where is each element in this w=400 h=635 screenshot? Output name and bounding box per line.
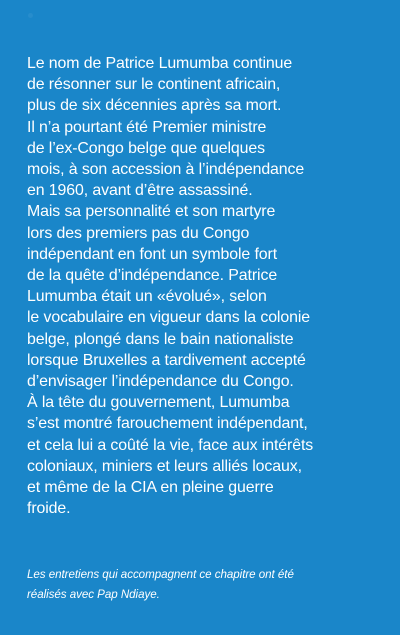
article-line: Mais sa personnalité et son martyre — [27, 203, 276, 221]
article-line: Il n’a pourtant été Premier ministre — [27, 118, 267, 136]
article-line: coloniaux, miniers et leurs alliés locaux, — [27, 457, 302, 475]
article-line: de la quête d’indépendance. Patrice — [27, 267, 278, 285]
interview-credit — [27, 565, 294, 605]
article-line: et cela lui a coûté la vie, face aux intérêts — [27, 436, 314, 454]
corner-mark — [28, 13, 33, 18]
article-line: s’est montré farouchement indépendant, — [27, 415, 308, 433]
article-line: en 1960, avant d’être assassiné. — [27, 182, 253, 200]
article-line: d’envisager l’indépendance du Congo. — [27, 373, 294, 391]
article-line: lorsque Bruxelles a tardivement accepté — [27, 351, 306, 369]
article-line: froide. — [27, 500, 71, 518]
article-line: plus de six décennies après sa mort. — [27, 97, 282, 115]
article-line: Le nom de Patrice Lumumba continue — [27, 55, 293, 72]
article-line: À la tête du gouvernement, Lumumba — [27, 394, 290, 412]
article-line: lors des premiers pas du Congo — [27, 224, 250, 242]
article-line: indépendant en font un symbole fort — [27, 245, 278, 263]
article-paragraph — [27, 53, 374, 519]
article-line: belge, plongé dans le bain nationaliste — [27, 330, 294, 348]
article-line: le vocabulaire en vigueur dans la colonie — [27, 309, 311, 327]
article-line: et même de la CIA en pleine guerre — [27, 479, 274, 497]
article-line: de résonner sur le continent africain, — [27, 76, 281, 94]
article-line: mois, à son accession à l’indépendance — [27, 161, 305, 179]
credit-line: Les entretiens qui accompagnent ce chapitre ont été — [27, 568, 294, 581]
article-line: de l’ex-Congo belge que quelques — [27, 139, 265, 157]
credit-line: réalisés avec Pap Ndiaye. — [27, 588, 160, 601]
article-line: Lumumba était un «évolué», selon — [27, 288, 267, 306]
